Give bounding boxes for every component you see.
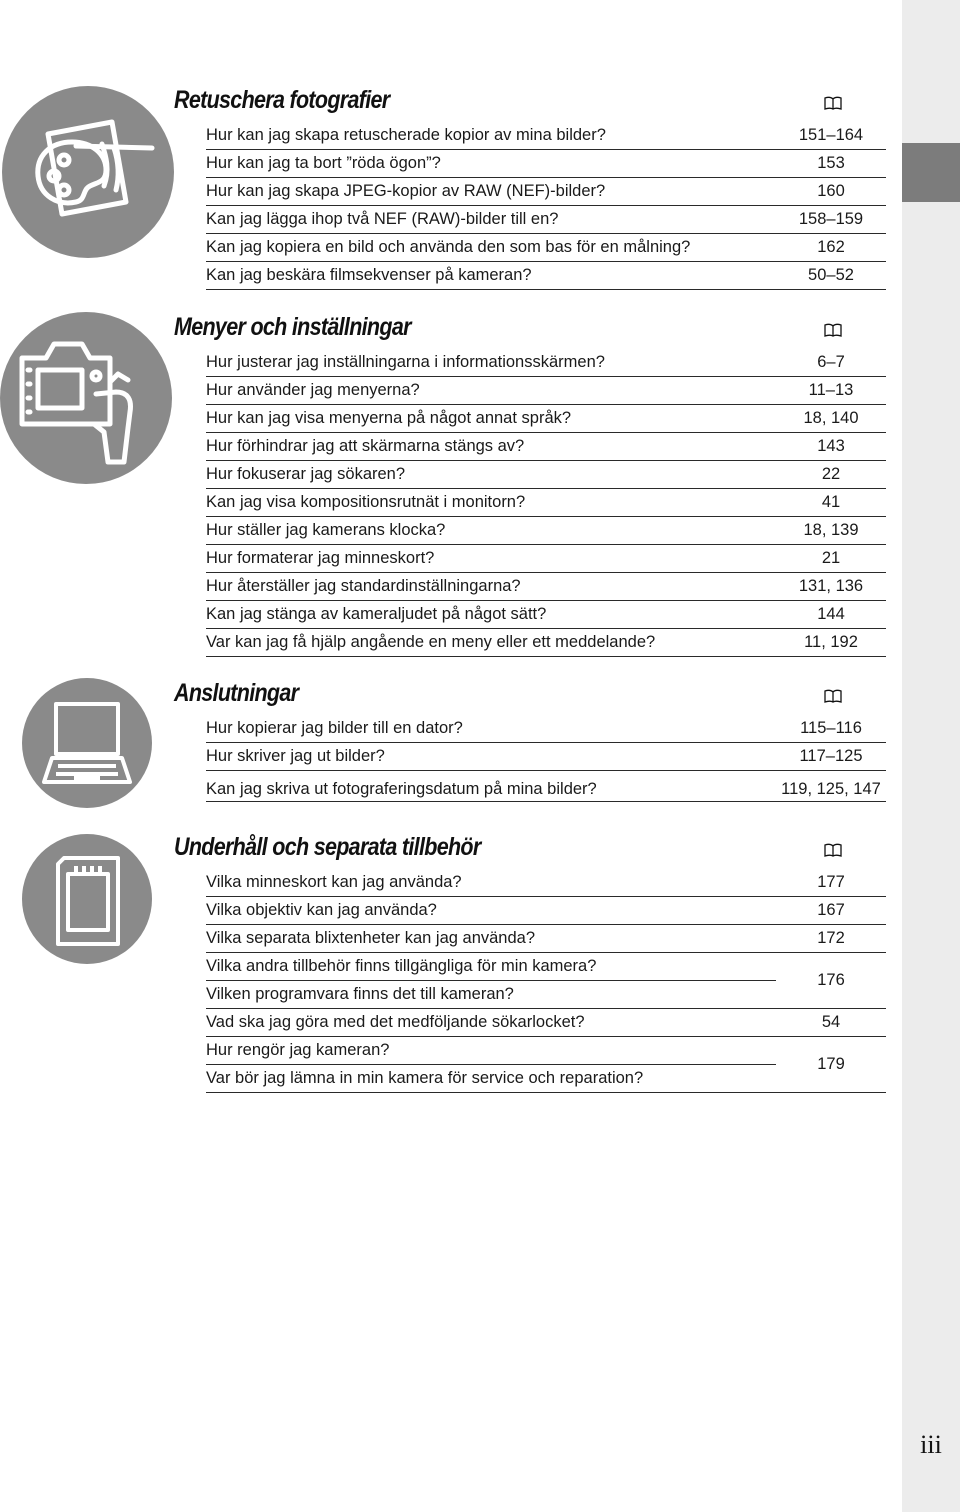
list-item <box>206 377 886 405</box>
list-item <box>206 461 886 489</box>
question-text: Hur förhindrar jag att skärmarna stängs av? <box>206 437 525 455</box>
list-item <box>206 601 886 629</box>
section-retouch <box>174 86 886 290</box>
question-text: Kan jag visa kompositionsrutnät i monitorn? <box>206 493 526 511</box>
page-ref: 18, 140 <box>803 409 859 427</box>
section-title: Menyer och inställningar <box>174 313 411 341</box>
list-item <box>206 1009 886 1037</box>
section-header <box>174 833 886 869</box>
page-ref: 153 <box>817 154 845 172</box>
book-icon <box>824 323 842 337</box>
section-title: Retuschera fotografier <box>174 86 390 114</box>
list-item <box>206 629 886 657</box>
question-text: Vilka objektiv kan jag använda? <box>206 901 437 919</box>
question-text: Var kan jag få hjälp angående en meny eller ett meddelande? <box>206 633 656 651</box>
page-ref: 11–13 <box>808 381 854 399</box>
question-text: Kan jag lägga ihop två NEF (RAW)-bilder till en? <box>206 210 559 228</box>
book-icon <box>824 96 842 110</box>
page-ref: 151–164 <box>798 126 864 144</box>
question-text: Hur skriver jag ut bilder? <box>206 747 385 765</box>
page-ref: 6–7 <box>817 353 845 371</box>
camera-in-hand-icon <box>0 312 172 484</box>
list-item <box>206 545 886 573</box>
page-ref: 11, 192 <box>804 633 858 651</box>
section-connections <box>174 679 886 802</box>
question-text: Hur återställer jag standardinställningarna? <box>206 577 521 595</box>
question-text: Vilka andra tillbehör finns tillgängliga för min kamera? <box>206 953 776 981</box>
list-item <box>206 869 886 897</box>
list-item <box>206 897 886 925</box>
page-ref: 143 <box>817 437 845 455</box>
retouch-palette-icon <box>2 86 174 258</box>
list-item <box>206 206 886 234</box>
question-list <box>206 122 886 290</box>
page-ref: 54 <box>821 1013 841 1031</box>
section-title: Anslutningar <box>174 679 299 707</box>
list-item <box>206 743 886 771</box>
question-text: Hur justerar jag inställningarna i informationsskärmen? <box>206 353 605 371</box>
page-ref: 176 <box>817 971 845 989</box>
page-ref: 117–125 <box>799 747 863 765</box>
page-ref: 21 <box>821 549 841 567</box>
question-text: Hur kan jag skapa retuscherade kopior av mina bilder? <box>206 126 606 144</box>
section-header <box>174 313 886 349</box>
list-item <box>206 349 886 377</box>
page-ref: 160 <box>817 182 845 200</box>
list-item-group <box>206 1037 886 1093</box>
page-ref: 50–52 <box>808 266 854 284</box>
section-menus-settings <box>174 313 886 657</box>
question-text: Hur rengör jag kameran? <box>206 1037 776 1065</box>
question-text: Hur ställer jag kamerans klocka? <box>206 521 446 539</box>
list-item <box>206 715 886 743</box>
laptop-icon <box>22 678 152 808</box>
question-text: Hur använder jag menyerna? <box>206 381 420 399</box>
page-number: iii <box>920 1430 942 1459</box>
question-text: Hur kan jag visa menyerna på något annat språk? <box>206 409 572 427</box>
list-item <box>206 405 886 433</box>
question-text: Kan jag beskära filmsekvenser på kameran? <box>206 266 532 284</box>
page-ref: 167 <box>817 901 845 919</box>
question-list <box>206 349 886 657</box>
page-ref: 162 <box>817 238 845 256</box>
question-text: Vilka separata blixtenheter kan jag använda? <box>206 929 536 947</box>
question-list <box>206 869 886 1093</box>
list-item <box>206 517 886 545</box>
question-text: Var bör jag lämna in min kamera för service och reparation? <box>206 1069 644 1087</box>
list-item <box>206 433 886 461</box>
page-ref: 41 <box>821 493 841 511</box>
question-text: Hur kopierar jag bilder till en dator? <box>206 719 463 737</box>
chapter-tab <box>902 143 960 202</box>
book-icon <box>824 689 842 703</box>
page-ref: 115–116 <box>800 719 862 737</box>
section-maintenance-accessories <box>174 833 886 1093</box>
page-ref: 18, 139 <box>803 521 859 539</box>
page-ref: 144 <box>817 605 845 623</box>
list-item <box>206 489 886 517</box>
list-item <box>206 122 886 150</box>
page-ref: 177 <box>817 873 845 891</box>
list-item <box>206 573 886 601</box>
list-item <box>206 150 886 178</box>
book-icon <box>824 843 842 857</box>
page-ref: 22 <box>821 465 841 483</box>
list-item-group <box>206 953 886 1009</box>
page-ref: 172 <box>817 929 845 947</box>
memory-card-icon <box>22 834 152 964</box>
page-ref: 158–159 <box>798 210 864 228</box>
question-text: Vilken programvara finns det till kameran? <box>206 985 514 1003</box>
section-title: Underhåll och separata tillbehör <box>174 833 481 861</box>
section-header <box>174 86 886 122</box>
page-ref: 119, 125, 147 <box>781 780 881 798</box>
question-text: Hur formaterar jag minneskort? <box>206 549 435 567</box>
page-ref: 179 <box>817 1055 845 1073</box>
question-text: Hur kan jag ta bort ”röda ögon”? <box>206 154 441 172</box>
question-text: Kan jag skriva ut fotograferingsdatum på mina bilder? <box>206 780 597 798</box>
list-item <box>206 178 886 206</box>
question-text: Vad ska jag göra med det medföljande sökarlocket? <box>206 1013 585 1031</box>
question-text: Hur fokuserar jag sökaren? <box>206 465 406 483</box>
section-header <box>174 679 886 715</box>
question-text: Hur kan jag skapa JPEG-kopior av RAW (NEF)-bilder? <box>206 182 606 200</box>
list-item <box>206 925 886 953</box>
question-list <box>206 715 886 802</box>
question-text: Vilka minneskort kan jag använda? <box>206 873 462 891</box>
question-text: Kan jag kopiera en bild och använda den som bas för en målning? <box>206 238 691 256</box>
list-item <box>206 262 886 290</box>
question-text: Kan jag stänga av kameraljudet på något sätt? <box>206 605 547 623</box>
page-ref: 131, 136 <box>798 577 864 595</box>
list-item <box>206 234 886 262</box>
side-strip <box>902 0 960 1512</box>
list-item <box>206 771 886 802</box>
